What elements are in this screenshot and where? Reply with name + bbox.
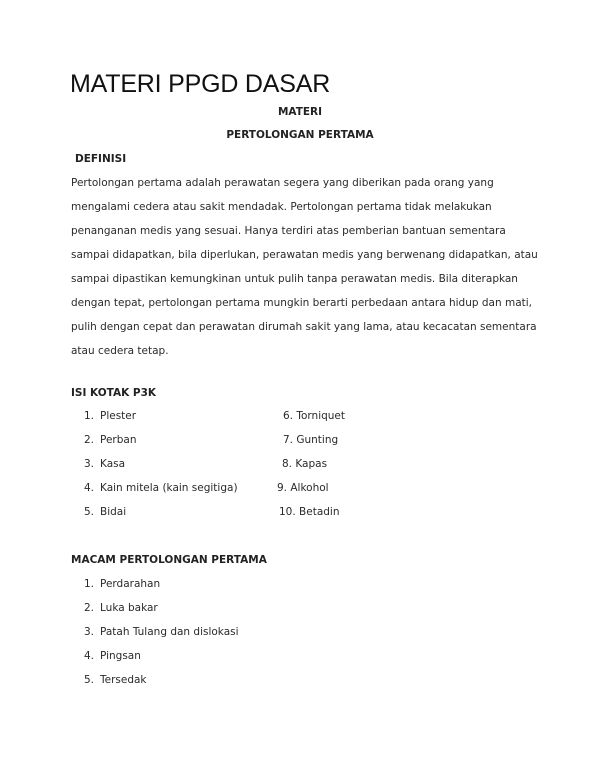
p3k-list-item xyxy=(76,434,137,446)
p3k-list-item-right: 8. Kapas xyxy=(282,458,328,470)
p3k-list-item-right: 7. Gunting xyxy=(283,434,339,446)
list-text: Pingsan xyxy=(100,650,141,662)
definisi-line: mengalami cedera atau sakit mendadak. Pertolongan pertama tidak melakukan xyxy=(71,201,492,213)
list-text: Perban xyxy=(100,434,137,446)
definisi-heading: DEFINISI xyxy=(75,153,127,165)
list-text: Perdarahan xyxy=(100,578,161,590)
p3k-list-item-right: 6. Torniquet xyxy=(283,410,346,422)
list-text: Bidai xyxy=(100,506,127,518)
list-number: 3. xyxy=(83,626,94,638)
list-number: 3. xyxy=(83,458,94,470)
p3k-heading: ISI KOTAK P3K xyxy=(71,387,157,399)
list-text: Plester xyxy=(100,410,137,422)
p3k-list-item-right: 10. Betadin xyxy=(279,506,340,518)
subtitle-materi: MATERI xyxy=(277,106,323,118)
list-number: 1. xyxy=(83,410,94,422)
definisi-line: Pertolongan pertama adalah perawatan segera yang diberikan pada orang yang xyxy=(71,177,494,189)
macam-list-item xyxy=(76,578,160,590)
list-number: 1. xyxy=(83,578,94,590)
definisi-line: sampai dipastikan kemungkinan untuk pulih tanpa perawatan medis. Bila diterapkan xyxy=(71,273,518,285)
list-number: 2. xyxy=(83,434,94,446)
list-text: Kasa xyxy=(100,458,126,470)
list-text: Luka bakar xyxy=(100,602,158,614)
p3k-list-item-right: 9. Alkohol xyxy=(277,482,329,494)
macam-list-item xyxy=(76,674,147,686)
definisi-line: dengan tepat, pertolongan pertama mungkin berarti perbedaan antara hidup dan mati, xyxy=(71,297,533,309)
list-number: 4. xyxy=(83,650,94,662)
list-text: Patah Tulang dan dislokasi xyxy=(100,626,239,638)
p3k-list-item xyxy=(76,482,238,494)
definisi-line: sampai didapatkan, bila diperlukan, perawatan medis yang berwenang didapatkan, atau xyxy=(71,249,538,261)
list-number: 5. xyxy=(83,506,94,518)
macam-list-item xyxy=(76,602,158,614)
list-number: 4. xyxy=(83,482,94,494)
definisi-line: pulih dengan cepat dan perawatan dirumah sakit yang lama, atau kecacatan sementara xyxy=(71,321,537,333)
list-number: 5. xyxy=(83,674,94,686)
p3k-list-item xyxy=(76,458,125,470)
subtitle-pertolongan-pertama: PERTOLONGAN PERTAMA xyxy=(226,129,374,141)
p3k-list-item xyxy=(76,410,136,422)
macam-list-item xyxy=(76,626,239,638)
macam-list-item xyxy=(76,650,141,662)
definisi-line: atau cedera tetap. xyxy=(71,345,169,357)
macam-heading: MACAM PERTOLONGAN PERTAMA xyxy=(71,554,267,566)
definisi-line: penanganan medis yang sesuai. Hanya terdiri atas pemberian bantuan sementara xyxy=(71,225,506,237)
list-text: Tersedak xyxy=(100,674,147,686)
list-number: 2. xyxy=(83,602,94,614)
p3k-list-item xyxy=(76,506,126,518)
document-title: MATERI PPGD DASAR xyxy=(70,70,331,98)
list-text: Kain mitela (kain segitiga) xyxy=(100,482,238,494)
